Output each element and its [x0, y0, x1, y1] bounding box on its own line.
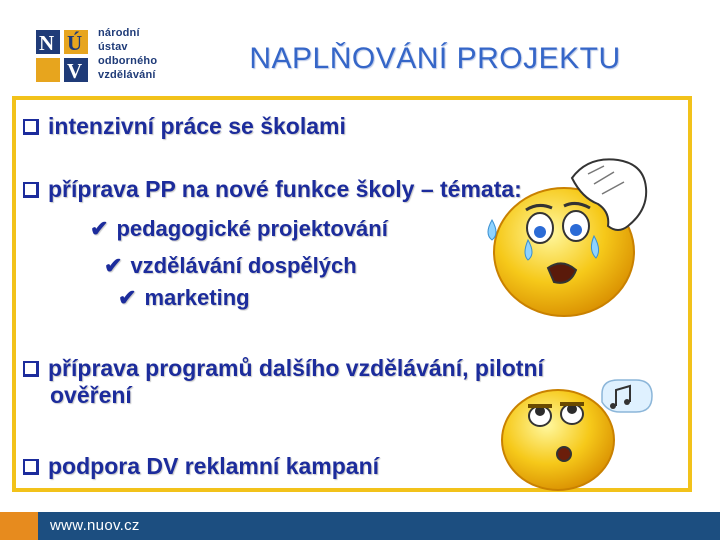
logo-line: odborného	[98, 55, 158, 67]
whistling-emoji-icon	[498, 372, 658, 492]
checkbox-bullet-icon	[22, 360, 40, 378]
bullet-item	[22, 453, 379, 480]
footer-bar	[0, 512, 720, 540]
footer-url[interactable]: www.nuov.cz	[50, 517, 140, 534]
check-mark-icon: ✔	[90, 216, 109, 241]
bullet-item	[22, 355, 544, 409]
logo-line: vzdělávání	[98, 69, 156, 81]
bullet-text: podpora DV reklamní kampaní	[48, 453, 380, 479]
bullet-text: příprava programů dalšího vzdělávání, pilotní	[48, 355, 544, 381]
svg-text:Ú: Ú	[67, 31, 83, 55]
check-mark-icon: ✔	[104, 253, 123, 278]
sub-item-text: marketing	[144, 285, 250, 310]
bullet-item	[22, 113, 346, 140]
svg-text:N: N	[39, 31, 55, 55]
slide-title: NAPLŇOVÁNÍ PROJEKTU	[249, 42, 621, 75]
logo-text	[98, 26, 157, 82]
sub-item	[118, 285, 250, 311]
bullet-item	[22, 176, 522, 203]
svg-text:V: V	[67, 59, 83, 83]
footer-accent	[0, 512, 38, 540]
sub-item	[104, 253, 357, 279]
nuov-logo-mark-icon	[34, 28, 92, 86]
logo-line: národní	[98, 27, 140, 39]
check-mark-icon: ✔	[118, 285, 137, 310]
checkbox-bullet-icon	[22, 458, 40, 476]
checkbox-bullet-icon	[22, 181, 40, 199]
sweating-emoji-icon	[478, 150, 658, 320]
sub-item-text: pedagogické projektování	[116, 216, 388, 241]
sub-item-text: vzdělávání dospělých	[130, 253, 357, 278]
sub-item	[90, 216, 388, 242]
bullet-text: intenzivní práce se školami	[48, 113, 346, 139]
checkbox-bullet-icon	[22, 118, 40, 136]
bullet-text-continued: ověření	[50, 382, 132, 408]
bullet-text: příprava PP na nové funkce školy – témata:	[48, 176, 522, 202]
nuov-logo	[34, 22, 174, 92]
logo-line: ústav	[98, 41, 128, 53]
bullet-line	[22, 355, 544, 382]
